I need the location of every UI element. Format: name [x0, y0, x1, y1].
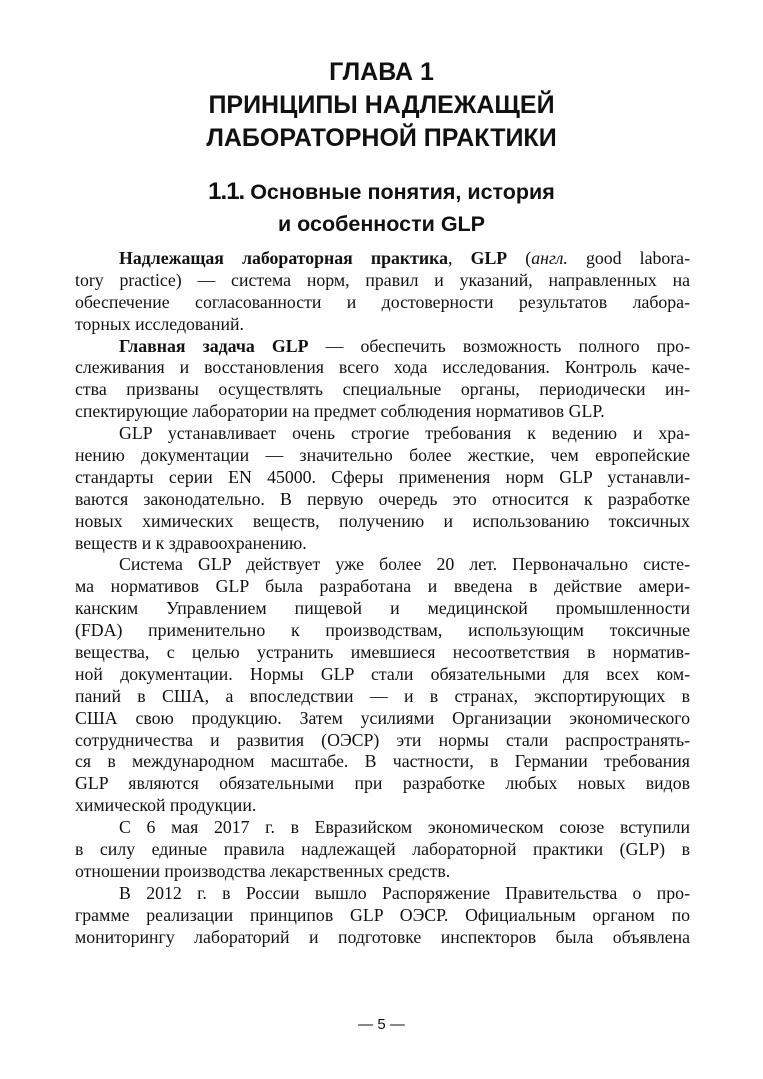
- text-line: грамме реализации принципов GLP ОЭСР. Официальным органом по: [75, 904, 690, 925]
- text-line: слеживания и восстановления всего хода исследования. Контроль каче-: [75, 357, 690, 378]
- chapter-title-line-1: ПРИНЦИПЫ НАДЛЕЖАЩЕЙ: [208, 91, 555, 119]
- body-text: [75, 248, 690, 949]
- chapter-title-line-2: ЛАБОРАТОРНОЙ ПРАКТИКИ: [206, 124, 557, 152]
- text-line: (FDA) применительно к производствам, использующим токсичные: [75, 620, 690, 641]
- section-heading: [0, 176, 763, 240]
- term-bold: Надлежащая лабораторная практика: [119, 248, 449, 268]
- text-line: торных исследований.: [75, 313, 244, 334]
- text-line: вещества, с целью устранить имевшиеся несоответствия в норматив-: [75, 642, 690, 663]
- text-line: веществ и к здравоохранению.: [75, 532, 307, 553]
- text-line: нению документации — значительно более жесткие, чем европейские: [75, 445, 690, 466]
- paragraph: [75, 423, 690, 554]
- text-line: ма нормативов GLP была разработана и введена в действие амери-: [75, 576, 690, 597]
- paragraph: [75, 817, 690, 883]
- text-line: стандарты серии EN 45000. Сферы применения норм GLP устанавли-: [75, 466, 690, 487]
- text-line: ваются законодательно. В первую очередь это относится к разработке: [75, 488, 690, 509]
- paragraph: [75, 336, 690, 424]
- term-bold: Главная задача GLP: [119, 335, 309, 356]
- text-line: Система GLP действует уже более 20 лет. Первоначально систе-: [119, 554, 690, 575]
- text-line: паний в США, а впоследствии — и в странах, экспортирующих в: [75, 685, 690, 706]
- section-title-text: Основные понятия, история: [250, 180, 555, 204]
- text-line: Главная задача GLP — обеспечить возможность полного про-: [119, 335, 690, 356]
- text-line: В 2012 г. в России вышло Распоряжение Правительства о про-: [119, 882, 690, 903]
- text-line: обеспечение согласованности и достоверности результатов лабора-: [75, 291, 690, 312]
- text-line: ся в международном масштабе. В частности, в Германии требования: [75, 751, 690, 772]
- section-title-line-2: и особенности GLP: [277, 212, 486, 236]
- paragraph: [75, 883, 690, 949]
- text-line: С 6 мая 2017 г. в Евразийском экономическом союзе вступили: [119, 817, 690, 838]
- section-title-line-1: [0, 176, 763, 208]
- text-line: GLP являются обязательными при разработке любых новых видов: [75, 773, 690, 794]
- text-line: tory practice) — система норм, правил и указаний, направленных на: [75, 269, 690, 290]
- text-line: мониторингу лабораторий и подготовке инспекторов была объявлена: [75, 926, 690, 947]
- page-number: — 5 —: [358, 1016, 405, 1033]
- text-line: ства призваны осуществлять специальные органы, периодически ин-: [75, 379, 690, 400]
- text-line: химической продукции.: [75, 795, 257, 816]
- text-line: новых химических веществ, получению и использованию токсичных: [75, 510, 690, 531]
- paragraph: [75, 554, 690, 817]
- chapter-number: ГЛАВА 1: [329, 58, 434, 86]
- term-bold: GLP: [470, 248, 508, 268]
- text-line: сотрудничества и развития (ОЭСР) эти нормы стали распространять-: [75, 729, 690, 750]
- section-number: 1.1.: [208, 178, 245, 205]
- paragraph: [75, 248, 690, 336]
- text-line: в силу единые правила надлежащей лабораторной практики (GLP) в: [75, 839, 690, 860]
- text-line: Надлежащая лабораторная практика, GLP (англ. good labora-: [119, 248, 690, 268]
- text-line: отношении производства лекарственных средств.: [75, 860, 451, 881]
- text-line: канским Управлением пищевой и медицинской промышленности: [75, 598, 690, 619]
- text-line: США свою продукцию. Затем усилиями Организации экономического: [75, 707, 690, 728]
- chapter-heading: [0, 56, 763, 155]
- abbrev-italic: англ.: [531, 248, 568, 268]
- text-line: спектирующие лаборатории на предмет соблюдения нормативов GLP.: [75, 401, 605, 422]
- text-line: ной документации. Нормы GLP стали обязательными для всех ком-: [75, 663, 690, 684]
- text-line: GLP устанавливает очень строгие требования к ведению и хра-: [119, 423, 690, 444]
